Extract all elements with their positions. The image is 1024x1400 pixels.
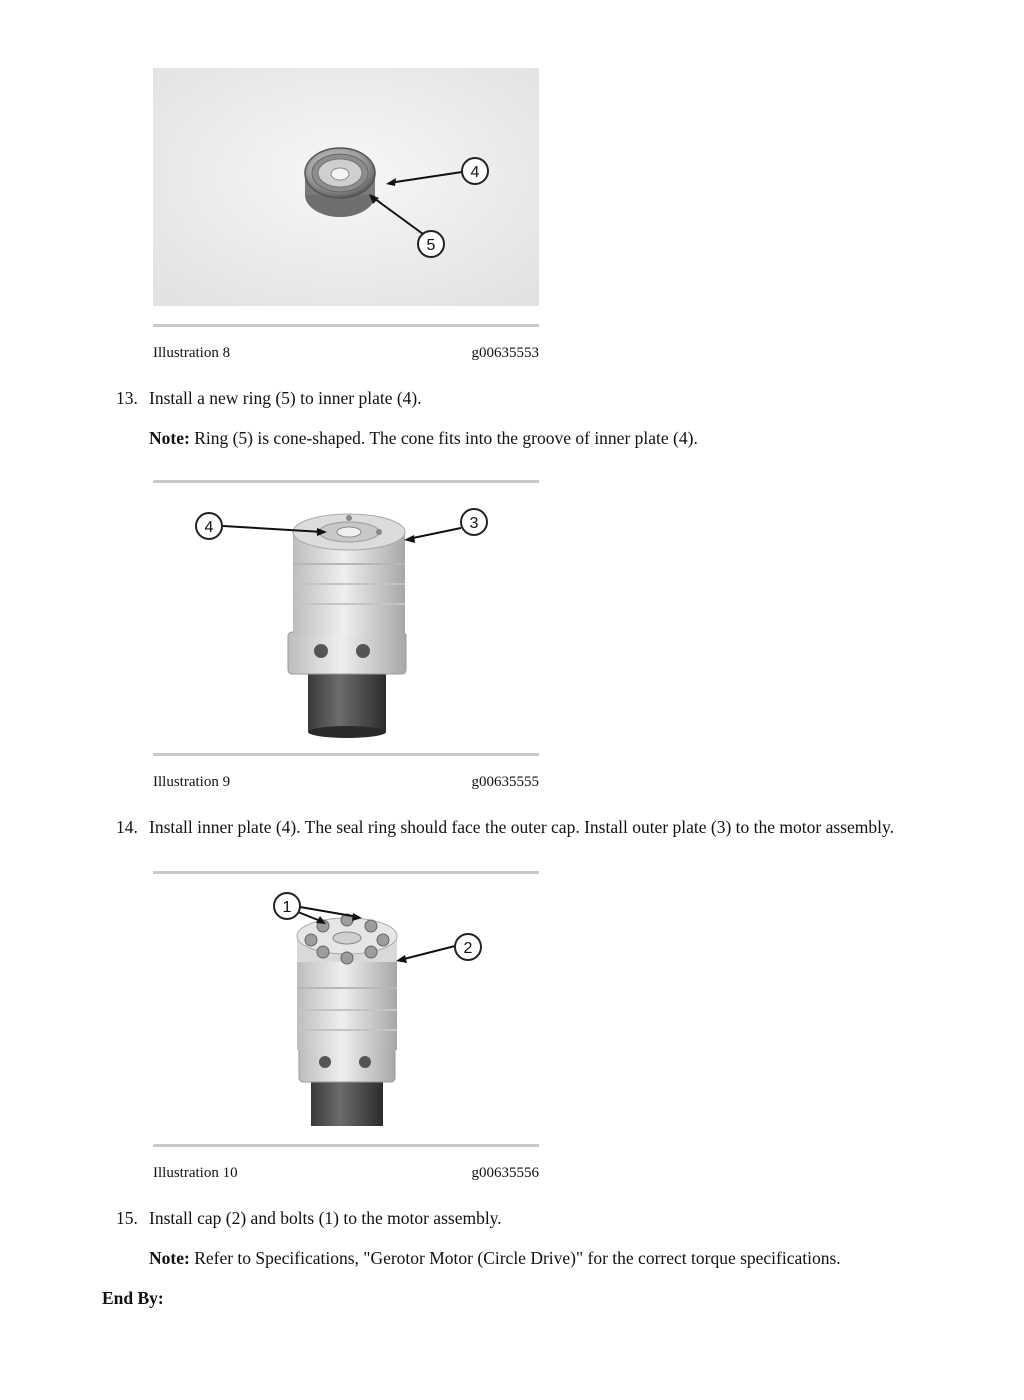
step-number: 14. [116,817,138,837]
callout-3-label: 3 [469,515,479,532]
step-text: Install inner plate (4). The seal ring should face the outer cap. Install outer plate (3) to the motor assembly. [149,817,894,837]
illustration-caption [153,1165,539,1182]
figure-divider [153,871,539,874]
note-text: Refer to Specifications, "Gerotor Motor (Circle Drive)" for the correct torque specifications. [189,1248,841,1268]
illustration-code: g00635553 [471,345,539,361]
illustration-10-image [153,884,539,1128]
step-text: Install cap (2) and bolts (1) to the motor assembly. [149,1208,502,1228]
illustration-code: g00635555 [471,774,539,790]
figure-divider [153,753,539,756]
illustration-caption [153,774,539,791]
end-by-heading: End By: [102,1288,164,1308]
callout-4-label: 4 [470,164,480,181]
note-label: Note: [149,1248,190,1268]
illustration-caption [153,345,539,362]
illustration-label: Illustration 8 [153,345,231,361]
note-label: Note: [149,428,190,448]
illustration-label: Illustration 10 [153,1165,238,1181]
step-number: 15. [116,1208,138,1228]
step-number: 13. [116,388,138,408]
step-13-note [149,427,949,449]
illustration-9-image [153,492,539,742]
figure-divider [153,1144,539,1147]
callout-5-label: 5 [426,237,436,254]
callout-2-label: 2 [463,940,473,957]
callout-1-label: 1 [282,899,292,916]
figure-divider [153,324,539,327]
illustration-8-image [153,68,539,306]
step-15-note [149,1247,949,1269]
figure-divider [153,480,539,483]
callout-4-label: 4 [204,519,214,536]
note-text: Ring (5) is cone-shaped. The cone fits into the groove of inner plate (4). [189,428,698,448]
step-text: Install a new ring (5) to inner plate (4). [149,388,422,408]
illustration-label: Illustration 9 [153,774,231,790]
illustration-code: g00635556 [471,1165,539,1181]
